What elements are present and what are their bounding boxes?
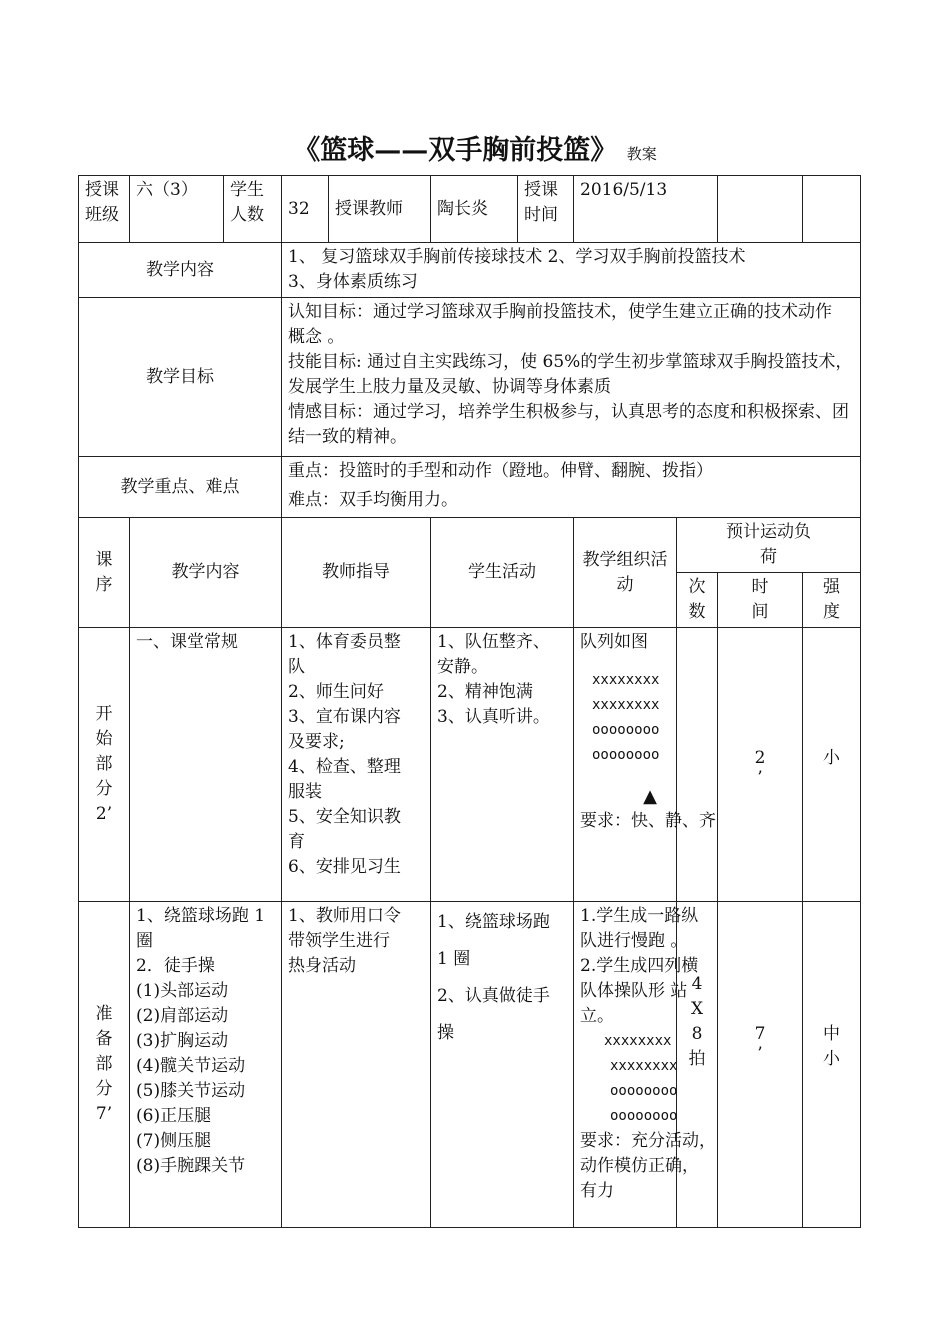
class-label: 授课 班级 xyxy=(79,176,130,243)
content-header: 教学内容 xyxy=(130,518,282,628)
students-value: 32 xyxy=(282,176,329,243)
section-start-count xyxy=(677,628,718,902)
key-points-label: 教学重点、难点 xyxy=(79,457,282,518)
section-start-row xyxy=(79,628,861,902)
section-start-content: 一、课堂常规 xyxy=(130,628,282,902)
teacher-value: 陶长炎 xyxy=(431,176,518,243)
schedule-header-row xyxy=(79,518,861,573)
students-label: 学生 人数 xyxy=(224,176,282,243)
formation-row: xxxxxxxx xyxy=(604,1033,672,1049)
lesson-plan-table xyxy=(78,175,861,1228)
section-prepare-teacher: 1、教师用口令 带领学生进行 热身活动 xyxy=(282,902,431,1228)
content-label: 教学内容 xyxy=(79,243,282,298)
section-prepare-organization: 1.学生成一路纵 队进行慢跑 。 2.学生成四列横 队体操队形 站 立。 xxxxxxxx xxxxxxxx oooooooo oooooooo 要求：充分活动， 动作模仿正确， 有力 xyxy=(574,902,677,1228)
teacher-marker-icon: ▲ xyxy=(643,786,657,807)
load-header: 预计运动负 荷 xyxy=(677,518,861,573)
section-start-time: 2 ’ xyxy=(718,628,803,902)
section-start-teacher: 1、体育委员整 队 2、师生问好 3、宣布课内容 及要求; 4、检查、整理 服装 5、安全知识教 育 6、安排见习生 xyxy=(282,628,431,902)
formation-row: oooooooo xyxy=(610,1083,678,1099)
teacher-header: 教师指导 xyxy=(282,518,431,628)
goals-label: 教学目标 xyxy=(79,298,282,457)
section-prepare-count: 4 X 8 拍 xyxy=(677,902,718,1228)
time-value: 2016/5/13 xyxy=(574,176,718,243)
key-points-row xyxy=(79,457,861,518)
formation-row: xxxxxxxx xyxy=(592,697,660,713)
section-start-name: 开 始 部 分 2’ xyxy=(79,628,130,902)
formation-row: xxxxxxxx xyxy=(610,1058,678,1074)
goals-row xyxy=(79,298,861,457)
formation-row: oooooooo xyxy=(592,722,660,738)
info-row xyxy=(79,176,861,243)
blank-cell xyxy=(803,176,861,243)
section-prepare-content: 1、绕篮球场跑 1 圈 2．徒手操 (1)头部运动 (2)肩部运动 (3)扩胸运动 (4)髋关节运动 (5)膝关节运动 (6)正压腿 (7)侧压腿 (8)手腕踝关节 xyxy=(130,902,282,1228)
class-value: 六（3） xyxy=(130,176,224,243)
intensity-header: 强 度 xyxy=(803,573,861,628)
title-main: 《篮球——双手胸前投篮》 xyxy=(293,135,618,166)
teacher-label: 授课教师 xyxy=(329,176,431,243)
title-sub: 教案 xyxy=(626,145,657,163)
formation-row: oooooooo xyxy=(610,1108,678,1124)
time-label: 授课 时间 xyxy=(518,176,574,243)
formation-row: oooooooo xyxy=(592,747,660,763)
organization-header: 教学组织活动 xyxy=(574,518,677,628)
content-value: 1、 复习篮球双手胸前传接球技术 2、学习双手胸前投篮技术 3、身体素质练习 xyxy=(282,243,861,298)
count-header: 次 数 xyxy=(677,573,718,628)
section-prepare-time: 7 ’ xyxy=(718,902,803,1228)
formation-row: xxxxxxxx xyxy=(592,672,660,688)
key-points-value: 重点：投篮时的手型和动作（蹬地。伸臂、翻腕、拨指） 难点：双手均衡用力。 xyxy=(282,457,861,518)
section-prepare-name: 准 备 部 分 7’ xyxy=(79,902,130,1228)
goals-value: 认知目标：通过学习篮球双手胸前投篮技术，使学生建立正确的技术动作 概念 。 技能目标: 通过自主实践练习，使 65%的学生初步掌篮球双手胸投篮技术， 发展学生上肢力量及灵敏、协调等身体素质 情感目标：通过学习，培养学生积极参与，认真思考的态度和积极探索、团 结一致的精神。 xyxy=(282,298,861,457)
time-header: 时 间 xyxy=(718,573,803,628)
blank-cell xyxy=(718,176,803,243)
section-prepare-intensity: 中 小 xyxy=(803,902,861,1228)
page-title xyxy=(0,128,950,167)
section-prepare-student: 1、绕篮球场跑 1 圈 2、认真做徒手 操 xyxy=(431,902,574,1228)
section-start-student: 1、队伍整齐、 安静。 2、精神饱满 3、认真听讲。 xyxy=(431,628,574,902)
section-start-intensity: 小 xyxy=(803,628,861,902)
order-header: 课 序 xyxy=(79,518,130,628)
content-row xyxy=(79,243,861,298)
section-start-organization: 队列如图 xxxxxxxx xxxxxxxx oooooooo oooooooo ▲ 要求：快、静、齐 xyxy=(574,628,677,902)
student-header: 学生活动 xyxy=(431,518,574,628)
section-prepare-row xyxy=(79,902,861,1228)
